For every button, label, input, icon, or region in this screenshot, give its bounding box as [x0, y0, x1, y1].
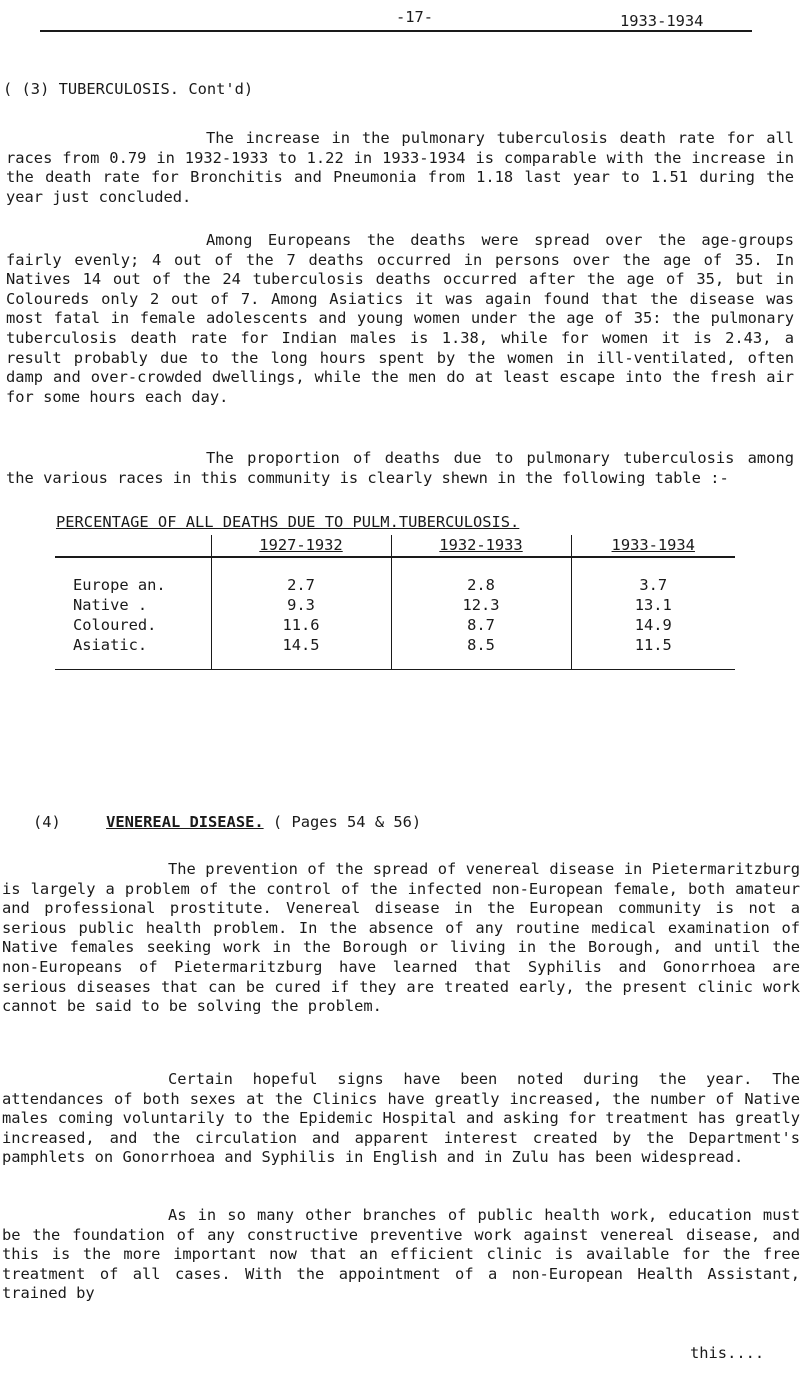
table-cell: 14.5: [211, 635, 391, 670]
table-header-cell: 1933-1934: [571, 535, 735, 557]
paragraph-education: As in so many other branches of public health work, education must be the foundation of any constructive preventive work against venereal disease, and this is the more important now that an efficient clinic is available for the free treatment of all cases. With the appointment of a non-European Health Assistant, trained by: [2, 1206, 800, 1303]
row-label: Native .: [73, 596, 148, 614]
continuation-word: this....: [690, 1344, 765, 1362]
page-reference: ( Pages 54 & 56): [272, 813, 422, 831]
table-cell: 2.7: [211, 557, 391, 595]
paragraph-table-intro: The proportion of deaths due to pulmonary tuberculosis among the various races in this community is clearly shewn in the following table :-: [6, 449, 794, 487]
paragraph-age-groups: Among Europeans the deaths were spread over the age-groups fairly evenly; 4 out of the 7 deaths occurred in persons over the age of 35. In Natives 14 out of the 24 tuberculosis deaths occurred after the age of 35, but in Coloureds only 2 out of 7. Among Asiatics it was again found that the disease was most fatal in female adolescents and young women under the age of 35: the pulmonary tuberculosis death rate for Indian males is 1.38, while for women it is 2.43, a result probably due to the long hours spent by the women in ill-ventilated, often damp and over-crowded dwellings, while the men do at least escape into the fresh air for some hours each day.: [6, 231, 794, 406]
table-row: [55, 615, 735, 635]
table-cell: 8.7: [391, 615, 571, 635]
table-cell: 11.5: [571, 635, 735, 670]
table-header-cell: [55, 535, 211, 557]
tuberculosis-percentage-table: [55, 535, 735, 670]
section-number: (4): [33, 813, 61, 831]
table-cell: 9.3: [211, 595, 391, 615]
page-number: -17-: [396, 8, 434, 26]
table-title: PERCENTAGE OF ALL DEATHS DUE TO PULM.TUBERCULOSIS.: [56, 513, 520, 531]
section-heading: ( (3) TUBERCULOSIS. Cont'd): [3, 80, 254, 98]
row-label: Coloured.: [73, 616, 157, 634]
table-cell: 11.6: [211, 615, 391, 635]
table-header-cell: 1932-1933: [391, 535, 571, 557]
table-cell: 8.5: [391, 635, 571, 670]
paragraph-death-rate-increase: The increase in the pulmonary tuberculosis death rate for all races from 0.79 in 1932-1933 to 1.22 in 1933-1934 is comparable with the increase in the death rate for Bronchitis and Pneumonia from 1.18 last year to 1.51 during the year just concluded.: [6, 129, 794, 206]
table-header-cell: 1927-1932: [211, 535, 391, 557]
table-row: [55, 557, 735, 595]
paragraph-hopeful-signs: Certain hopeful signs have been noted during the year. The attendances of both sexes at the Clinics have greatly increased, the number of Native males coming voluntarily to the Epidemic Hospital and asking for treatment has greatly increased, and the circulation and apparent interest created by the Department's pamphlets on Gonorrhoea and Syphilis in English and in Zulu has been widespread.: [2, 1070, 800, 1167]
table-cell: 2.8: [391, 557, 571, 595]
table-header-row: [55, 535, 735, 557]
paragraph-vd-prevention: The prevention of the spread of venereal disease in Pietermaritzburg is largely a problem of the control of the infected non-European female, both amateur and professional prostitute. Venereal disease in the European community is not a serious public health problem. In the absence of any routine medical examination of Native females seeking work in the Borough or living in the Borough, and until the non-Europeans of Pietermaritzburg have learned that Syphilis and Gonorrhoea are serious diseases that can be cured if they are treated early, the present clinic work cannot be said to be solving the problem.: [2, 860, 800, 1016]
header-rule: [40, 30, 752, 32]
table-cell: 3.7: [571, 557, 735, 595]
table-cell: 13.1: [571, 595, 735, 615]
venereal-disease-heading: [33, 813, 421, 831]
table-row: [55, 635, 735, 670]
table-cell: 14.9: [571, 615, 735, 635]
row-label: Asiatic.: [55, 635, 211, 670]
section-title: VENEREAL DISEASE.: [106, 813, 264, 831]
table-row: [55, 595, 735, 615]
table-cell: 12.3: [391, 595, 571, 615]
row-label: Europe an.: [73, 576, 166, 594]
report-year-range: 1933-1934: [620, 12, 704, 30]
